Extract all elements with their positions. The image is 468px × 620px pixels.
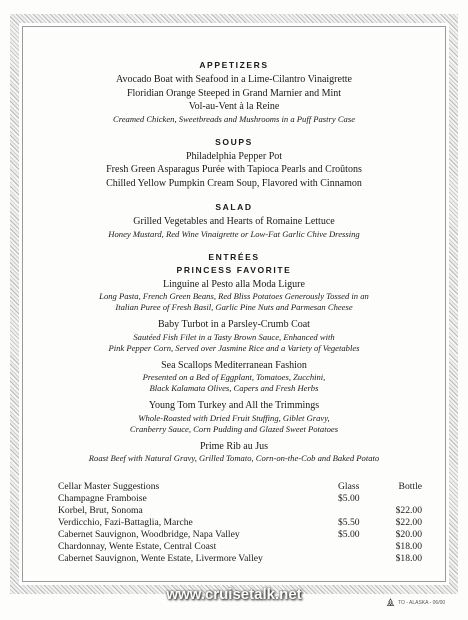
soup-1: Philadelphia Pepper Pot [185,150,283,162]
wine-glass-price [338,541,388,553]
appetizer-3-desc: Creamed Chicken, Sweetbreads and Mushrooms in a Puff Pastry Case [112,113,356,124]
wine-header-row [58,481,422,493]
wine-row [58,541,422,553]
wine-glass-price: $5.00 [338,529,360,540]
entree-1-desc-line1: Long Pasta, French Green Beans, Red Bliss Potatoes Generously Tossed in an [99,291,369,301]
entree-4-desc-line1: Whole-Roasted with Dried Fruit Stuffing, Giblet Gravy, [138,412,330,423]
princess-favorite-heading: PRINCESS FAVORITE [176,264,292,275]
wine-header-name: Cellar Master Suggestions [58,481,160,492]
salad-heading: SALAD [215,202,253,212]
wine-glass-price [338,505,388,517]
entree-3-desc-line1: Presented on a Bed of Eggplant, Tomatoes, Zucchini, [142,372,326,382]
wine-glass-price: $5.00 [338,493,360,504]
wine-name: Korbel, Brut, Sonoma [58,505,143,516]
wine-name: Verdicchio, Fazi-Battaglia, Marche [58,517,193,528]
entree-1: Linguine al Pesto alla Moda Ligure [163,278,305,290]
entree-2: Baby Turbot in a Parsley-Crumb Coat [158,319,310,330]
soup-2: Fresh Green Asparagus Purée with Tapioca Pearls and Croûtons [106,164,362,175]
watermark: www.cruisetalk.net [166,586,302,603]
entree-4-desc-line2: Cranberry Sauce, Corn Pudding and Glazed Sweet Potatoes [129,423,339,434]
wine-glass-price: $5.50 [338,517,360,528]
wine-glass-price [338,553,388,565]
wine-name: Champagne Framboise [58,493,147,504]
salad-1-desc: Honey Mustard, Red Wine Vinaigrette or Low-Fat Garlic Chive Dressing [108,228,360,239]
wine-list [58,481,422,565]
footer-code: TO - ALASKA - 06/00 [398,600,446,606]
wine-header-glass: Glass [338,481,360,492]
wine-row [58,505,422,517]
wine-bottle-price: $22.00 [395,517,422,528]
wine-header-bottle: Bottle [398,481,422,492]
entree-4: Young Tom Turkey and All the Trimmings [148,400,320,411]
entree-1-desc-line2: Italian Puree of Fresh Basil, Garlic Pine Nuts and Parmesan Cheese [115,302,353,312]
wine-row [58,493,422,505]
wine-bottle-price: $18.00 [395,553,422,564]
wine-bottle-price: $22.00 [395,505,422,516]
wine-bottle-price: $18.00 [395,541,422,552]
entrees-heading: ENTRÉES [208,251,260,262]
appetizer-3: Vol-au-Vent à la Reine [188,101,280,112]
appetizer-2: Floridian Orange Steeped in Grand Marnier and Mint [126,87,342,99]
entree-3-desc-line2: Black Kalamata Olives, Capers and Fresh Herbs [149,383,319,393]
wine-bottle-price [388,493,422,505]
wine-name: Cabernet Sauvignon, Woodbridge, Napa Valley [58,529,240,540]
wine-row [58,553,422,565]
wine-name: Chardonnay, Wente Estate, Central Coast [58,541,217,552]
wine-bottle-price: $20.00 [395,529,422,540]
soup-3: Chilled Yellow Pumpkin Cream Soup, Flavored with Cinnamon [106,177,362,189]
entree-2-desc-line2: Pink Pepper Corn, Served over Jasmine Rice and a Variety of Vegetables [108,342,360,353]
entree-5-desc-line1: Roast Beef with Natural Gravy, Grilled Tomato, Corn-on-the-Cob and Baked Potato [88,453,380,463]
wine-row [58,529,422,541]
entree-5: Prime Rib au Jus [199,440,269,452]
soups-heading: SOUPS [215,136,253,147]
salad-1: Grilled Vegetables and Hearts of Romaine Lettuce [133,216,335,227]
menu-content [30,60,438,464]
wine-name: Cabernet Sauvignon, Wente Estate, Livermore Valley [58,553,263,564]
appetizer-1: Avocado Boat with Seafood in a Lime-Cilantro Vinaigrette [116,74,352,85]
wine-row [58,517,422,529]
entree-3: Sea Scallops Mediterranean Fashion [161,359,307,371]
entree-2-desc-line1: Sautéed Fish Filet in a Tasty Brown Sauce, Enhanced with [133,331,335,342]
appetizers-heading: APPETIZERS [199,60,269,70]
